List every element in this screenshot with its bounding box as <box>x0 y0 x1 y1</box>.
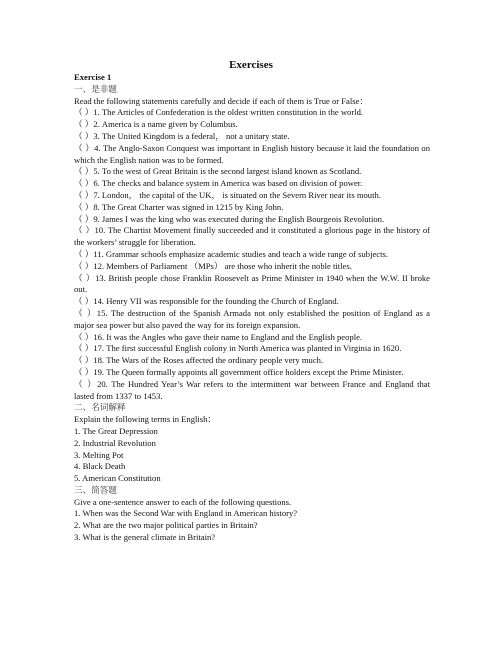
question-item: （ ）17. The first successful English colony in North America was planted in Virginia in 1620. <box>74 343 402 354</box>
term-item: 4. Black Death <box>74 461 126 472</box>
section-instruction: Read the following statements carefully and decide if each of them is True or False： <box>74 95 369 106</box>
short-answer-item: 3. What is the general climate in Britain? <box>74 532 216 543</box>
question-item: （ ）3. The United Kingdom is a federal， not a unitary state. <box>74 130 290 141</box>
exercise-label: Exercise 1 <box>74 72 112 82</box>
question-item: （ ）11. Grammar schools emphasize academic studies and teach a wide range of subjects. <box>74 248 388 259</box>
term-item: 5. American Constitution <box>74 473 161 484</box>
short-answer-item: 1. When was the Second War with England in American history? <box>74 508 298 519</box>
term-item: 3. Melting Pot <box>74 449 124 460</box>
question-item: （ ）1. The Articles of Confederation is the oldest written constitution in the world. <box>74 107 364 118</box>
question-item: （ ）9. James I was the king who was executed during the English Bourgeois Revolution. <box>74 213 385 224</box>
question-item: （ ）18. The Wars of the Roses affected the ordinary people very much. <box>74 355 324 366</box>
section-heading-true-false: 一、是非题 <box>74 83 117 94</box>
question-item: （ ）5. To the west of Great Britain is the second largest island known as Scotland. <box>74 166 362 177</box>
question-item: （ ）12. Members of Parliament （MPs） are those who inherit the noble titles. <box>74 260 352 271</box>
section-heading-terms: 二、名词解释 <box>74 402 126 413</box>
question-item: （ ）10. The Chartist Movement finally succeeded and it constituted a glorious page in the history of the workers’ struggle for liberation. <box>74 225 430 248</box>
question-item: （ ）19. The Queen formally appoints all government office holders except the Prime Minister. <box>74 366 404 377</box>
section-instruction: Explain the following terms in English： <box>74 414 217 425</box>
short-answer-item: 2. What are the two major political parties in Britain? <box>74 520 258 531</box>
page-title: Exercises <box>229 59 273 71</box>
question-item: （ ）4. The Anglo-Saxon Conquest was important in English history because it laid the foundation on which the English nation was to be formed. <box>74 142 430 165</box>
question-item: （ ）20. The Hundred Year’s War refers to the intermittent war between France and England that lasted from 1337 to 1453. <box>74 378 430 401</box>
question-item: （ ）13. British people chose Franklin Roosevelt as Prime Minister in 1940 when the W.W. II broke out. <box>74 272 430 295</box>
question-item: （ ）7. London， the capital of the UK， is situated on the Severn River near its mouth. <box>74 189 381 200</box>
question-item: （ ）14. Henry VII was responsible for the founding the Church of England. <box>74 296 339 307</box>
question-item: （ ）16. It was the Angles who gave their name to England and the English people. <box>74 331 363 342</box>
term-item: 2. Industrial Revolution <box>74 437 156 448</box>
question-item: （ ）6. The checks and balance system in America was based on division of power. <box>74 178 363 189</box>
question-item: （ ）8. The Great Charter was signed in 1215 by King John. <box>74 201 284 212</box>
section-instruction: Give a one-sentence answer to each of the following questions. <box>74 496 292 507</box>
question-item: （ ）2. America is a name given by Columbus. <box>74 119 238 130</box>
question-item: （ ）15. The destruction of the Spanish Armada not only established the position of England as a major sea power but also paved the way for its foreign expansion. <box>74 307 430 330</box>
document-body <box>74 72 430 544</box>
term-item: 1. The Great Depression <box>74 425 158 436</box>
section-heading-short-answer: 三、简答题 <box>74 484 117 495</box>
